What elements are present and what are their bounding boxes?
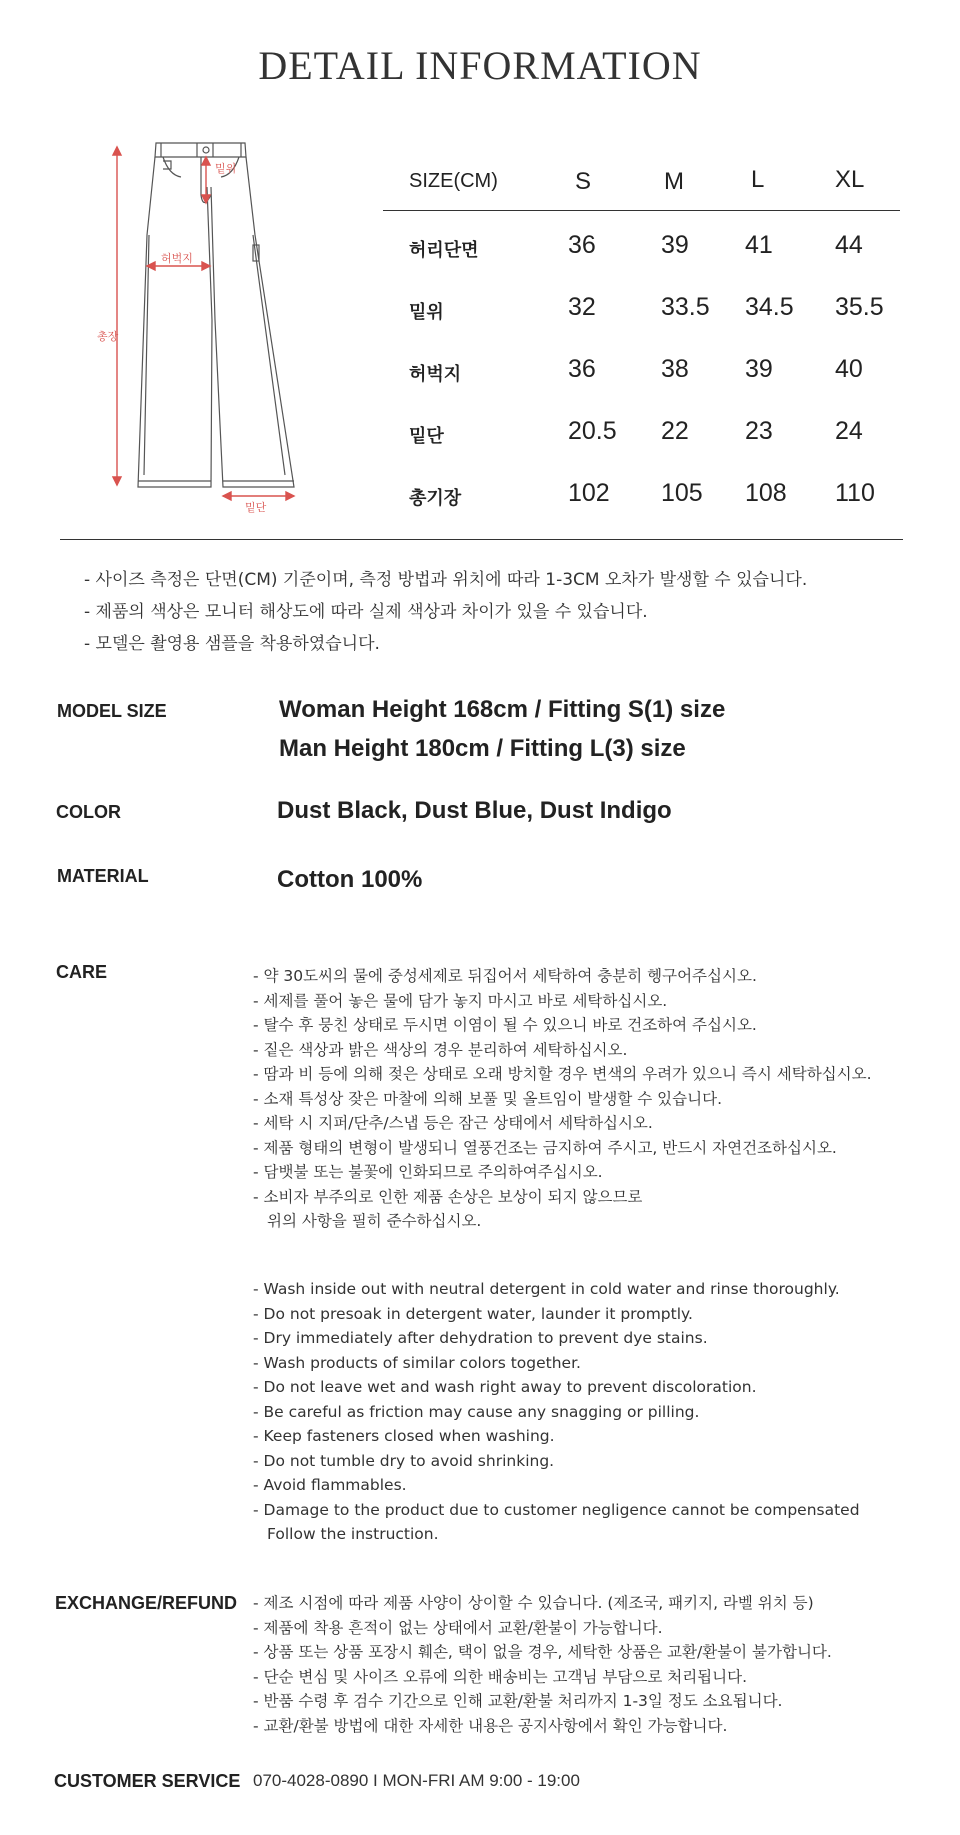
size-row-label: 밑위 [409,302,444,323]
section-divider [60,539,903,540]
customer-service-label: CUSTOMER SERVICE [54,1771,241,1791]
size-cell: 35.5 [835,293,884,321]
size-cell: 34.5 [745,293,794,321]
model-size-man: Man Height 180cm / Fitting L(3) size [279,735,686,762]
size-table-header-s: S [575,168,592,195]
size-table-header-l: L [751,166,765,193]
exchange-item: - 제품에 착용 흔적이 없는 상태에서 교환/환불이 가능합니다. [253,1618,663,1637]
size-cell: 36 [568,355,596,383]
size-cell: 38 [661,355,689,383]
size-cell: 32 [568,293,596,321]
size-row-label: 총기장 [409,488,462,509]
care-item: - Dry immediately after dehydration to prevent dye stains. [253,1329,708,1347]
color-label: COLOR [56,802,121,822]
size-table-header-m: M [664,168,684,195]
care-item: - 약 30도씨의 물에 중성세제로 뒤집어서 세탁하여 충분히 헹구어주십시오. [253,967,757,985]
care-item: - 제품 형태의 변형이 발생되니 열풍건조는 금지하여 주시고, 반드시 자연건조하십시오. [253,1138,837,1157]
care-list-english [253,1277,860,1547]
customer-service-value: 070-4028-0890 I MON-FRI AM 9:00 - 19:00 [253,1771,580,1790]
exchange-item: - 교환/환불 방법에 대한 자세한 내용은 공지사항에서 확인 가능합니다. [253,1716,728,1735]
model-size-woman: Woman Height 168cm / Fitting S(1) size [279,696,726,723]
care-item: - 세탁 시 지퍼/단추/스냅 등은 잠근 상태에서 세탁하십시오. [253,1114,653,1132]
size-row-label: 밑단 [409,426,444,447]
size-cell: 110 [835,479,875,507]
size-table-header-size: SIZE(CM) [409,170,498,192]
size-cell: 102 [568,479,610,507]
care-item: - Do not tumble dry to avoid shrinking. [253,1451,555,1470]
size-note: - 제품의 색상은 모니터 해상도에 따라 실제 색상과 차이가 있을 수 있습니다. [84,602,648,622]
care-item: - Damage to the product due to customer negligence cannot be compensated [253,1500,860,1519]
care-item: - 짙은 색상과 밝은 색상의 경우 분리하여 세탁하십시오. [253,1040,628,1059]
care-item: - Keep fasteners closed when washing. [253,1427,555,1445]
exchange-refund-label: EXCHANGE/REFUND [55,1593,238,1613]
care-label: CARE [56,962,108,982]
care-item: - 담뱃불 또는 불꽃에 인화되므로 주의하여주십시오. [253,1163,603,1181]
care-item: - Be careful as friction may cause any snagging or pilling. [253,1402,700,1421]
exchange-item: - 단순 변심 및 사이즈 오류에 의한 배송비는 고객님 부담으로 처리됩니다. [253,1667,748,1686]
size-cell: 108 [745,479,787,507]
size-cell: 33.5 [661,293,710,321]
care-item: - 소재 특성상 잦은 마찰에 의해 보풀 및 올트임이 발생할 수 있습니다. [253,1089,722,1108]
length-label: 총장 [97,330,119,343]
size-cell: 40 [835,355,863,383]
care-item: - 소비자 부주의로 인한 제품 손상은 보상이 되지 않으므로 [253,1187,643,1206]
material-value: Cotton 100% [277,866,423,893]
care-item: - Wash products of similar colors together. [253,1353,581,1372]
size-cell: 39 [661,231,689,259]
page-title: DETAIL INFORMATION [258,43,702,88]
material-label: MATERIAL [57,866,149,886]
table-divider [383,210,900,211]
size-cell: 22 [661,417,689,445]
care-item: - 땀과 비 등에 의해 젖은 상태로 오래 방치할 경우 변색의 우려가 있으니 즉시 세탁하십시오. [253,1065,872,1083]
care-item: Follow the instruction. [267,1525,439,1543]
size-cell: 23 [745,417,773,445]
size-row-label: 허리단면 [409,240,479,261]
size-note: - 모델은 촬영용 샘플을 착용하였습니다. [84,634,380,654]
size-cell: 20.5 [568,417,617,445]
size-cell: 105 [661,479,703,507]
size-cell: 44 [835,231,863,259]
care-item: - Avoid flammables. [253,1476,407,1494]
color-value: Dust Black, Dust Blue, Dust Indigo [277,797,672,824]
size-note: - 사이즈 측정은 단면(CM) 기준이며, 측정 방법과 위치에 따라 1-3CM 오차가 발생할 수 있습니다. [84,570,808,590]
care-item: - 탈수 후 뭉친 상태로 두시면 이염이 될 수 있으니 바로 건조하여 주십시오. [253,1016,757,1034]
pants-measurement-diagram [95,135,305,515]
exchange-refund-list [253,1591,832,1738]
care-list-korean [253,964,872,1234]
size-cell: 24 [835,417,863,445]
hem-label: 밑단 [245,501,267,514]
care-item: - Do not leave wet and wash right away to prevent discoloration. [253,1378,757,1396]
size-cell: 39 [745,355,773,383]
exchange-item: - 제조 시점에 따라 제품 사양이 상이할 수 있습니다. (제조국, 패키지, 라벨 위치 등) [253,1594,814,1612]
model-size-label: MODEL SIZE [57,701,167,721]
size-cell: 36 [568,231,596,259]
size-row-label: 허벅지 [409,364,462,385]
care-item: - Do not presoak in detergent water, launder it promptly. [253,1304,693,1323]
exchange-item: - 반품 수령 후 검수 기간으로 인해 교환/환불 처리까지 1-3일 정도 소요됩니다. [253,1692,783,1710]
size-table-header-xl: XL [835,166,865,193]
exchange-item: - 상품 또는 상품 포장시 훼손, 택이 없을 경우, 세탁한 상품은 교환/환불이 불가합니다. [253,1643,832,1661]
care-item: - Wash inside out with neutral detergent in cold water and rinse thoroughly. [253,1280,840,1298]
size-cell: 41 [745,231,773,259]
care-item: - 세제를 풀어 놓은 물에 담가 놓지 마시고 바로 세탁하십시오. [253,991,668,1010]
rise-label: 밑위 [215,162,237,175]
thigh-label: 허벅지 [161,252,193,265]
care-item: 위의 사항을 필히 준수하십시오. [267,1212,482,1230]
